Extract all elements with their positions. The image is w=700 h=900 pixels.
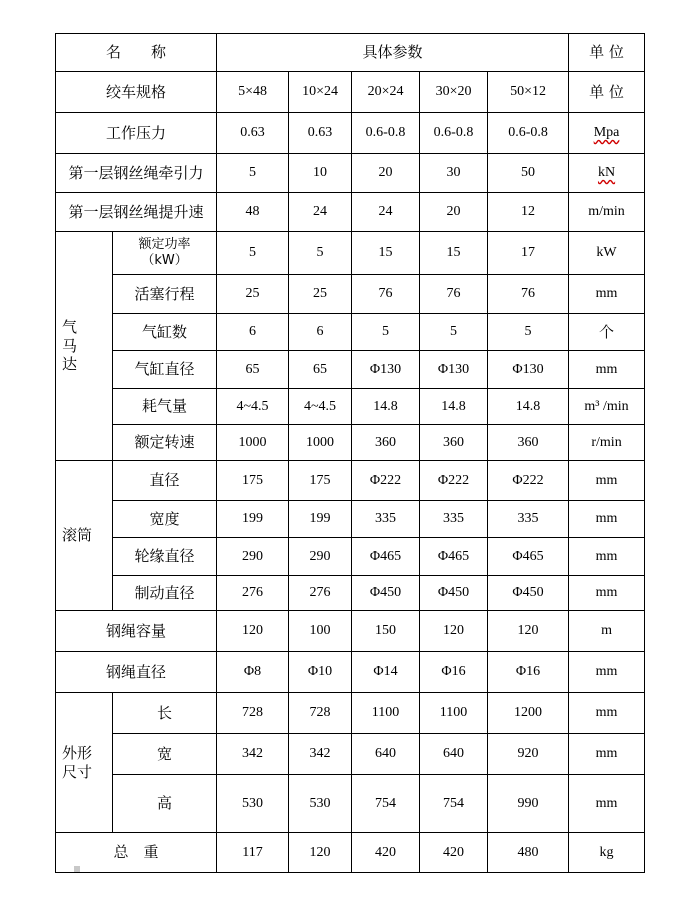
cell-value: 342 — [289, 734, 352, 775]
row-label: 总 重 — [56, 833, 217, 873]
cell-value: Φ465 — [352, 538, 420, 576]
cell-value: 530 — [289, 775, 352, 833]
table-row — [56, 652, 645, 693]
cell-value: 0.6-0.8 — [420, 113, 488, 154]
row-label: 直径 — [113, 461, 217, 501]
cell-value: 76 — [488, 275, 569, 314]
row-label: 绞车规格 — [56, 72, 217, 113]
cell-value: 1000 — [217, 425, 289, 461]
cell-value: Φ450 — [488, 576, 569, 611]
cell-value: 6 — [217, 314, 289, 351]
table-row — [56, 461, 645, 501]
cell-value: 25 — [217, 275, 289, 314]
cell-unit: mm — [569, 501, 645, 538]
row-label: 宽 — [113, 734, 217, 775]
header-params: 具体参数 — [217, 34, 569, 72]
table-row — [56, 833, 645, 873]
cell-value: 5 — [420, 314, 488, 351]
cell-value: 10 — [289, 154, 352, 193]
cell-unit: mm — [569, 693, 645, 734]
cell-value: 14.8 — [420, 389, 488, 425]
cell-value: 335 — [420, 501, 488, 538]
cell-value: 1200 — [488, 693, 569, 734]
cell-unit: mm — [569, 652, 645, 693]
cell-unit — [569, 154, 645, 193]
row-label: 制动直径 — [113, 576, 217, 611]
table-row — [56, 576, 645, 611]
row-label: 工作压力 — [56, 113, 217, 154]
row-label: 宽度 — [113, 501, 217, 538]
cell-unit: mm — [569, 576, 645, 611]
cell-value: 5×48 — [217, 72, 289, 113]
cell-unit: mm — [569, 775, 645, 833]
cell-value: Φ130 — [488, 351, 569, 389]
cell-unit: 个 — [569, 314, 645, 351]
cell-value: Φ450 — [352, 576, 420, 611]
table-row — [56, 193, 645, 232]
cell-unit: m — [569, 611, 645, 652]
cell-value: 0.6-0.8 — [352, 113, 420, 154]
table-row — [56, 275, 645, 314]
unit-text: kN — [597, 165, 616, 181]
cell-unit: kg — [569, 833, 645, 873]
cell-value: Φ16 — [420, 652, 488, 693]
cell-unit: mm — [569, 538, 645, 576]
table-row — [56, 351, 645, 389]
row-label: 气缸数 — [113, 314, 217, 351]
cell-value: 14.8 — [352, 389, 420, 425]
cell-value: 4~4.5 — [217, 389, 289, 425]
cell-value: 15 — [352, 232, 420, 275]
group-label-drum: 滚筒 — [56, 461, 113, 611]
row-label: 额定功率 （kW） — [113, 232, 217, 275]
row-label: 气缸直径 — [113, 351, 217, 389]
cell-value: 20 — [420, 193, 488, 232]
table-row — [56, 538, 645, 576]
cell-value: 1100 — [352, 693, 420, 734]
cell-value: 199 — [289, 501, 352, 538]
table-row — [56, 501, 645, 538]
cell-value: 25 — [289, 275, 352, 314]
cell-value: Φ130 — [420, 351, 488, 389]
cell-value: 290 — [289, 538, 352, 576]
table-row — [56, 425, 645, 461]
cell-value: Φ222 — [420, 461, 488, 501]
page-mark — [74, 866, 80, 872]
cell-unit: mm — [569, 734, 645, 775]
cell-value: 5 — [488, 314, 569, 351]
cell-value: 0.6-0.8 — [488, 113, 569, 154]
cell-unit: mm — [569, 351, 645, 389]
table-row — [56, 734, 645, 775]
cell-unit: 单 位 — [569, 72, 645, 113]
cell-value: 360 — [352, 425, 420, 461]
cell-value: 5 — [289, 232, 352, 275]
table-row — [56, 154, 645, 193]
cell-value: 50 — [488, 154, 569, 193]
cell-value: Φ14 — [352, 652, 420, 693]
cell-value: 120 — [217, 611, 289, 652]
cell-value: 920 — [488, 734, 569, 775]
row-label: 轮缘直径 — [113, 538, 217, 576]
cell-value: 76 — [420, 275, 488, 314]
cell-value: 5 — [217, 232, 289, 275]
cell-unit: m³ /min — [569, 389, 645, 425]
cell-value: 276 — [217, 576, 289, 611]
cell-unit — [569, 113, 645, 154]
cell-value: 175 — [289, 461, 352, 501]
unit-text: Mpa — [593, 125, 620, 141]
cell-value: 10×24 — [289, 72, 352, 113]
cell-value: 276 — [289, 576, 352, 611]
cell-value: Φ130 — [352, 351, 420, 389]
cell-value: 120 — [420, 611, 488, 652]
cell-value: 990 — [488, 775, 569, 833]
cell-value: 754 — [420, 775, 488, 833]
cell-value: 1000 — [289, 425, 352, 461]
cell-value: 5 — [217, 154, 289, 193]
group-label-air-motor: 气 马 达 — [56, 232, 113, 461]
cell-value: 0.63 — [217, 113, 289, 154]
row-label: 耗气量 — [113, 389, 217, 425]
table-row — [56, 389, 645, 425]
row-label: 钢绳容量 — [56, 611, 217, 652]
cell-value: 480 — [488, 833, 569, 873]
table-row — [56, 314, 645, 351]
cell-value: 754 — [352, 775, 420, 833]
cell-unit: m/min — [569, 193, 645, 232]
cell-value: Φ465 — [420, 538, 488, 576]
row-label: 第一层钢丝绳提升速 — [56, 193, 217, 232]
row-label: 活塞行程 — [113, 275, 217, 314]
table-row — [56, 611, 645, 652]
winch-spec-table — [55, 33, 645, 873]
cell-value: 14.8 — [488, 389, 569, 425]
cell-value: Φ16 — [488, 652, 569, 693]
cell-value: 117 — [217, 833, 289, 873]
cell-value: Φ222 — [488, 461, 569, 501]
cell-unit: kW — [569, 232, 645, 275]
cell-value: 728 — [217, 693, 289, 734]
header-name: 名 称 — [56, 34, 217, 72]
cell-value: 342 — [217, 734, 289, 775]
cell-value: 24 — [289, 193, 352, 232]
cell-value: 20×24 — [352, 72, 420, 113]
header-unit: 单 位 — [569, 34, 645, 72]
cell-unit: mm — [569, 461, 645, 501]
cell-value: Φ450 — [420, 576, 488, 611]
cell-value: 530 — [217, 775, 289, 833]
cell-value: 335 — [352, 501, 420, 538]
cell-value: 5 — [352, 314, 420, 351]
cell-value: 17 — [488, 232, 569, 275]
cell-unit: mm — [569, 275, 645, 314]
table-row — [56, 693, 645, 734]
cell-value: 120 — [289, 833, 352, 873]
cell-value: 360 — [420, 425, 488, 461]
cell-value: 100 — [289, 611, 352, 652]
group-label-dimensions: 外形 尺寸 — [56, 693, 113, 833]
cell-value: 420 — [420, 833, 488, 873]
table-row — [56, 113, 645, 154]
cell-value: Φ465 — [488, 538, 569, 576]
cell-unit: r/min — [569, 425, 645, 461]
cell-value: Φ8 — [217, 652, 289, 693]
cell-value: 48 — [217, 193, 289, 232]
table-row — [56, 72, 645, 113]
table-row — [56, 232, 645, 275]
cell-value: 4~4.5 — [289, 389, 352, 425]
cell-value: 24 — [352, 193, 420, 232]
cell-value: Φ222 — [352, 461, 420, 501]
header-row — [56, 34, 645, 72]
cell-value: 728 — [289, 693, 352, 734]
cell-value: 50×12 — [488, 72, 569, 113]
row-label: 额定转速 — [113, 425, 217, 461]
cell-value: 0.63 — [289, 113, 352, 154]
cell-value: 640 — [352, 734, 420, 775]
cell-value: 175 — [217, 461, 289, 501]
cell-value: 335 — [488, 501, 569, 538]
cell-value: 150 — [352, 611, 420, 652]
cell-value: 420 — [352, 833, 420, 873]
cell-value: 199 — [217, 501, 289, 538]
cell-value: 360 — [488, 425, 569, 461]
row-label: 高 — [113, 775, 217, 833]
cell-value: 65 — [289, 351, 352, 389]
row-label: 长 — [113, 693, 217, 734]
cell-value: 12 — [488, 193, 569, 232]
cell-value: 65 — [217, 351, 289, 389]
cell-value: 290 — [217, 538, 289, 576]
cell-value: 120 — [488, 611, 569, 652]
cell-value: 30×20 — [420, 72, 488, 113]
cell-value: Φ10 — [289, 652, 352, 693]
cell-value: 6 — [289, 314, 352, 351]
row-label: 第一层钢丝绳牵引力 — [56, 154, 217, 193]
cell-value: 1100 — [420, 693, 488, 734]
cell-value: 15 — [420, 232, 488, 275]
cell-value: 640 — [420, 734, 488, 775]
cell-value: 30 — [420, 154, 488, 193]
cell-value: 76 — [352, 275, 420, 314]
cell-value: 20 — [352, 154, 420, 193]
row-label: 钢绳直径 — [56, 652, 217, 693]
table-row — [56, 775, 645, 833]
